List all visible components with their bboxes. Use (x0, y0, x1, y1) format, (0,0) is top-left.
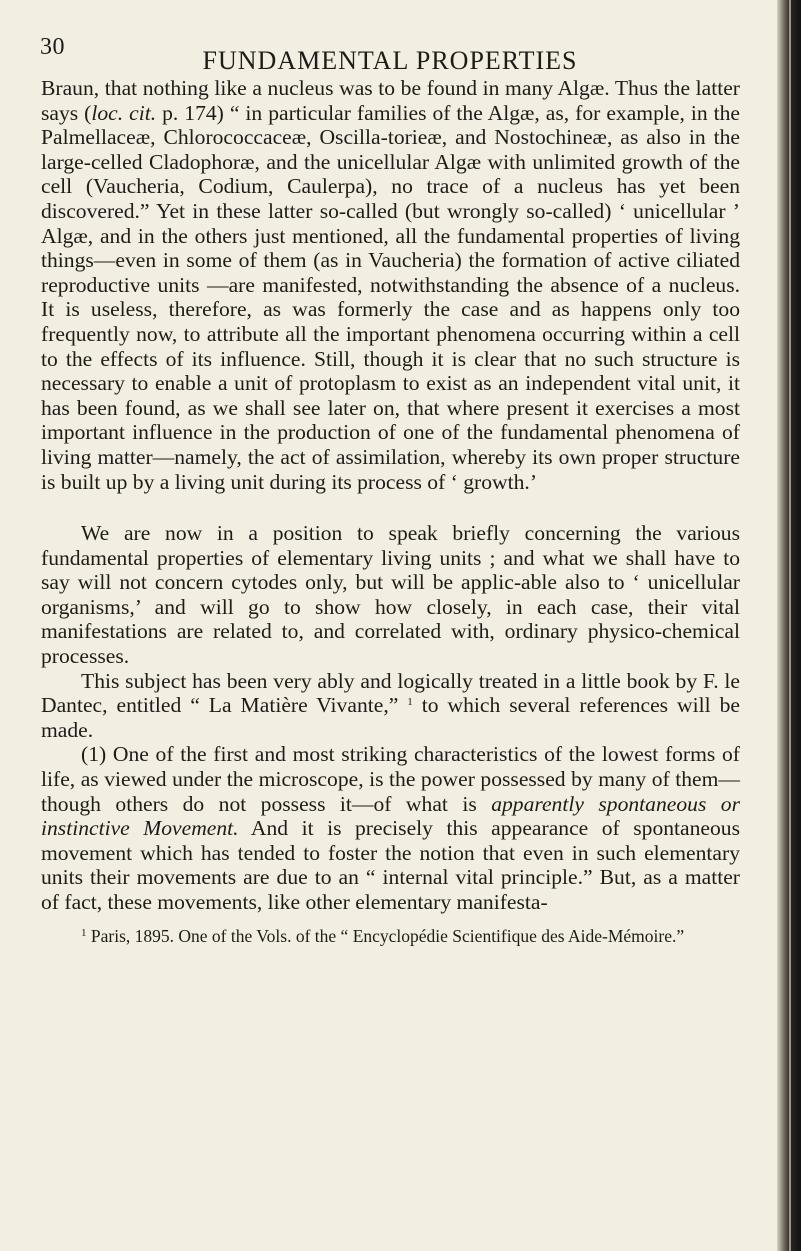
body-text (41, 76, 740, 948)
footnote-text: Paris, 1895. One of the Vols. of the “ Encyclopédie Scientifique des Aide-Mémoire.” (86, 925, 685, 946)
page-edge-line (789, 0, 791, 1251)
footnote-reference-mark: 1 (407, 696, 413, 709)
paragraph-1-citation: loc. cit. (91, 100, 157, 125)
footnote-mark: 1 (81, 926, 87, 939)
paragraph-3-text-b: to which several references will be made. (41, 693, 740, 742)
paragraph-4-text-a: (1) One of the first and most striking characteristics of the lowest forms of life, as viewed under the microscope, is the power possessed by many of them—though others do not possess it—of what is (41, 742, 740, 816)
paragraph-1-text-b: p. 174) “ in particular families of the Algæ, as, for example, in the Palmellaceæ, Chlorococcaceæ, Oscilla-torieæ, and Nostochineæ, as also in the large-celled Cladophoræ, and the unicellular Algæ with unlimited growth of the cell (Vaucheria, Codium, Caulerpa), no trace of a nucleus has yet been discovered.” Yet in these latter so-called (but wrongly so-called) ‘ unicellular ’ Algæ, and in the others just mentioned, all the fundamental properties of living things—even in some of them (as in Vaucheria) the formation of active ciliated reproductive units —are manifested, notwithstanding the absence of a nucleus. It is useless, therefore, as was formerly the case and as happens only too frequently now, to attribute all the important phenomena occurring within a cell to the effects of its influence. Still, though it is clear that no such structure is necessary to enable a unit of protoplasm to exist as an independent vital unit, it has been found, as we shall see later on, that where present it exercises a most important influence in the production of one of the fundamental phenomena of living matter—namely, the act of assimilation, whereby its own proper structure is built up by a living unit during its process of ‘ growth.’ (41, 100, 740, 494)
paragraph-4-text-b: And it is precisely this appearance of spontaneous movement which has tended to foster the notion that even in such elementary units their movements are due to an “ internal vital principle.” But, as a matter of fact, these movements, like other elementary manifesta- (41, 816, 740, 914)
paragraph-1 (41, 76, 740, 494)
page-number: 30 (40, 34, 65, 60)
paragraph-4 (41, 742, 740, 914)
paragraph-2: We are now in a position to speak briefly concerning the various fundamental properties of elementary living units ; and what we shall have to say will not concern cytodes only, but will be applic-able also to ‘ unicellular organisms,’ and will go to show how closely, in each case, their vital manifestations are related to, and correlated with, ordinary physico-chemical processes. (41, 521, 740, 669)
page-header (40, 34, 740, 74)
page-binding-edge (777, 0, 801, 1251)
paragraph-4-emphasis: apparently spontaneous or instinctive Movement. (41, 791, 740, 841)
paragraph-1-text-a: Braun, that nothing like a nucleus was to be found in many Algæ. Thus the latter says ( (41, 76, 740, 125)
paragraph-3 (41, 669, 740, 743)
paragraph-3-text-a: This subject has been very ably and logically treated in a little book by F. le Dantec, entitled “ La Matière Vivante,” (41, 668, 740, 718)
running-title: FUNDAMENTAL PROPERTIES (202, 46, 578, 75)
footnote (41, 921, 740, 948)
